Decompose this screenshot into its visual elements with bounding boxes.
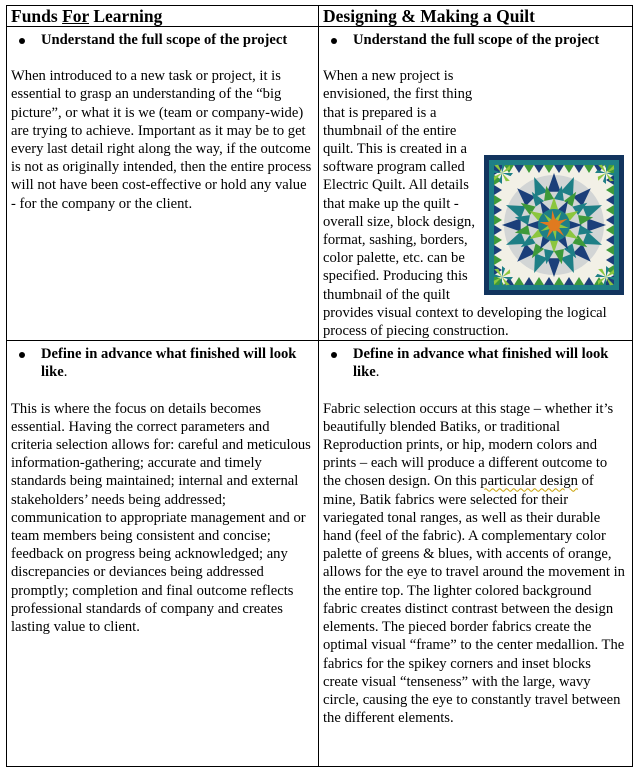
cell-scope-quilt xyxy=(319,27,633,341)
bullet-text: Define in advance what finished will look like xyxy=(41,346,297,381)
bullet-text: Understand the full scope of the project xyxy=(41,32,288,48)
bullet-text: Define in advance what finished will look like xyxy=(353,346,609,381)
bullet-tail: . xyxy=(375,364,380,381)
paragraph-part: of mine, Batik fabrics were selected for their variegated tonal ranges, as well as their durable hand (feel of the fabric). A complementary color palette of greens & blues, with accents of orange, allows for the eye to travel around the movement in the entire top. The lighter colored background fabric creates distinct contrast between the design elements. The pieced border fabrics create the optimal visual “frame” to the center medallion. The fabrics for the spikey corners and inset blocks create visual “tenseness” with the large, wavy circle, causing the eye to constantly travel between the different elements. xyxy=(323,473,625,727)
header-left-post: Learning xyxy=(88,6,163,26)
comparison-table xyxy=(6,5,633,767)
paragraph: This is where the focus on details becomes essential. Having the correct parameters and criteria selection allows for: careful and meticulous information-gathering; accurate and timely standards being maintained; internal and external stakeholders’ needs being addressed; communication to appropriate management and or team members being consistent and concise; feedback on progress being acknowledged; any discrepancies or deviances being addressed promptly; completion and final outcome reflects professional standards of company and creates lasting value to client. xyxy=(11,400,311,636)
paragraph: When a new project is envisioned, the first thing that is prepared is a thumbnail of the entire quilt. This is created in a software program called Electric Quilt. All details that make up the quilt - overall size, block design, format, sashing, borders, color palette, etc. can be specified. Producing this thumbnail of the quilt provides visual context to developing the logical process of piecing construction. xyxy=(323,68,607,340)
header-quilt: Designing & Making a Quilt xyxy=(319,6,633,27)
cell-scope-learning xyxy=(7,27,319,341)
header-left-pre: Funds xyxy=(11,6,63,26)
header-funds-for-learning xyxy=(7,6,319,27)
paragraph-part: Fabric selection occurs at this stage – whether it’s beautifully blended Batiks, or traditional Reproduction prints, or hip, modern colors and prints – each will produce a different outcome to the chosen design. On this xyxy=(323,400,614,490)
bullet-item xyxy=(323,31,626,49)
bullet-tail: . xyxy=(63,364,68,381)
paragraph-underlined: particular design xyxy=(480,473,578,490)
bullet-dot xyxy=(19,38,25,44)
bullet-item xyxy=(11,345,312,381)
cell-define-learning xyxy=(7,341,319,767)
bullet-item xyxy=(323,345,626,381)
bullet-dot xyxy=(331,352,337,358)
bullet-text: Understand the full scope of the project xyxy=(353,32,600,48)
header-left-underlined: For xyxy=(62,6,89,26)
cell-define-quilt xyxy=(319,341,633,767)
bullet-dot xyxy=(331,38,337,44)
paragraph xyxy=(323,400,626,728)
paragraph: When introduced to a new task or project, it is essential to grasp an understanding of the “big picture”, or what it is we (team or company-wide) are trying to achieve. Important as it may be to get every last detail right along the way, if the outcome is not as originally intended, then the entire process will not have been cost-effective or hold any value - for the company or the client. xyxy=(11,68,312,212)
quilt-thumbnail-image xyxy=(484,155,624,295)
quilt-center-dot xyxy=(548,219,560,231)
quilt-illustration xyxy=(484,155,624,295)
bullet-dot xyxy=(19,352,25,358)
bullet-item xyxy=(11,31,312,49)
